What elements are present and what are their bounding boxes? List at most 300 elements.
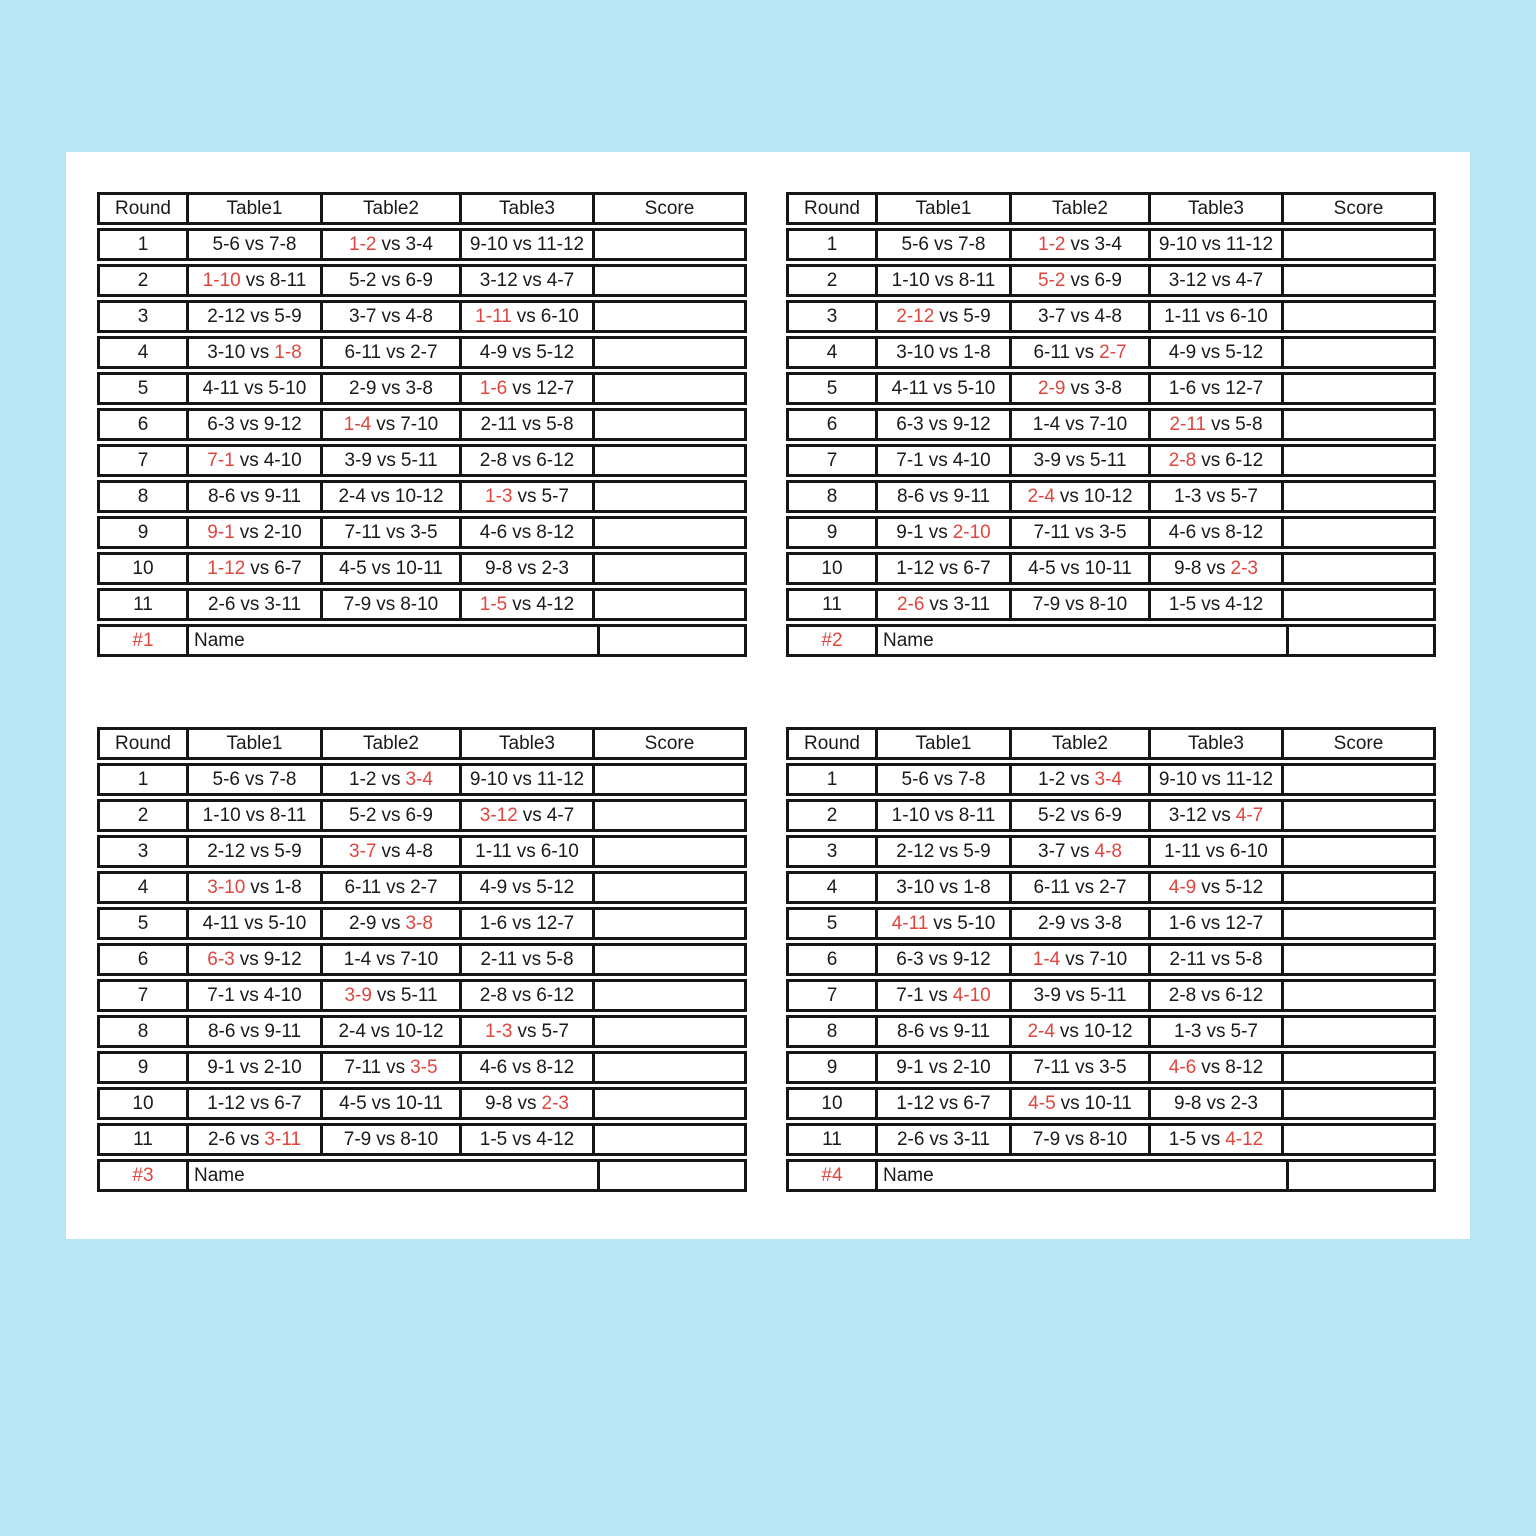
table3-match-cell [1151,1054,1284,1081]
table3-match-cell [1151,802,1284,829]
pair-a: 4-9 [1168,876,1197,898]
table1-match-cell [878,483,1012,510]
pair-a: 9-8 [485,1092,513,1114]
table1-match-cell [189,766,323,793]
pair-a: 4-5 [339,557,367,579]
vs-label: vs [1201,984,1221,1006]
pair-b: 6-7 [274,1092,302,1114]
pair-b: 11-12 [1225,768,1274,790]
pair-b: 8-10 [400,1128,439,1150]
round-row-6 [97,408,747,441]
pair-a: 2-6 [207,1128,236,1150]
vs-label: vs [381,233,401,255]
pair-b: 11-12 [536,233,585,255]
pair-b: 4-10 [263,449,302,471]
pair-b: 3-5 [410,521,438,543]
pair-b: 2-3 [541,557,569,579]
pair-a: 1-11 [475,840,512,862]
score-cell [595,982,744,1009]
score-cell [595,339,744,366]
pair-b: 4-10 [952,449,991,471]
round-number: 2 [789,267,878,294]
name-cell: Name [189,627,600,654]
pair-b: 9-12 [952,413,991,435]
round-row-7 [786,444,1436,477]
table3-match-cell [462,1054,595,1081]
vs-label: vs [1060,557,1080,579]
vs-label: vs [250,305,270,327]
vs-label: vs [1075,876,1095,898]
round-number: 5 [789,910,878,937]
pair-b: 8-12 [1225,1056,1264,1078]
table3-match-cell [462,874,595,901]
pair-a: 4-5 [339,1092,367,1114]
header-row [786,727,1436,760]
round-row-4 [97,336,747,369]
column-header-table2: Table2 [323,195,462,222]
table3-match-cell [1151,375,1284,402]
table1-match-cell [189,1126,323,1153]
pair-b: 10-12 [394,1020,444,1042]
pair-a: 3-9 [344,984,372,1006]
table3-match-cell [462,838,595,865]
round-row-9 [786,1051,1436,1084]
pair-a: 2-9 [1038,377,1066,399]
vs-label: vs [928,1056,948,1078]
pair-b: 6-7 [963,557,991,579]
vs-label: vs [381,768,401,790]
pair-b: 4-12 [1225,1128,1264,1150]
pair-a: 6-3 [896,413,924,435]
score-cell [1284,838,1433,865]
vs-label: vs [512,593,532,615]
card-number: #4 [789,1162,878,1189]
score-cell [1289,1162,1433,1189]
pair-b: 8-11 [958,804,996,826]
pair-a: 6-11 [1033,876,1071,898]
pair-b: 5-9 [963,305,991,327]
pair-b: 5-11 [1089,984,1127,1006]
column-header-table3: Table3 [1151,195,1284,222]
vs-label: vs [371,557,391,579]
round-number: 7 [100,447,189,474]
vs-label: vs [1211,413,1231,435]
pair-b: 12-7 [536,912,575,934]
pair-b: 3-8 [405,377,433,399]
table3-match-cell [1151,1090,1284,1117]
table2-match-cell [1012,375,1151,402]
table1-match-cell [189,1090,323,1117]
table2-match-cell [323,1126,462,1153]
table3-match-cell [1151,591,1284,618]
vs-label: vs [381,912,401,934]
table3-match-cell [1151,267,1284,294]
pair-a: 5-6 [901,233,929,255]
pair-a: 1-3 [1174,485,1202,507]
pair-b: 4-7 [546,804,575,826]
round-row-5 [97,907,747,940]
vs-label: vs [240,1128,260,1150]
table1-match-cell [189,802,323,829]
vs-label: vs [1206,1020,1226,1042]
round-number: 9 [100,519,189,546]
round-row-8 [97,480,747,513]
table2-match-cell [323,874,462,901]
pair-a: 8-6 [896,485,925,507]
column-header-table2: Table2 [1012,195,1151,222]
column-header-score: Score [644,197,695,219]
round-number: 10 [100,555,189,582]
pair-b: 6-12 [1225,984,1264,1006]
table1-match-cell [878,1054,1012,1081]
pair-b: 7-10 [400,413,439,435]
name-cell: Name [189,1162,600,1189]
table2-match-cell [323,838,462,865]
table2-match-cell [1012,982,1151,1009]
pair-a: 9-8 [1174,557,1202,579]
table3-match-cell [462,555,595,582]
round-number: 1 [100,231,189,258]
vs-label: vs [1075,521,1095,543]
pair-a: 1-6 [1168,377,1197,399]
table2-match-cell [1012,874,1151,901]
round-number: 5 [100,910,189,937]
pair-a: 2-4 [338,485,366,507]
vs-label: vs [933,377,953,399]
round-number: 8 [100,1018,189,1045]
column-header-round: Round [789,195,878,222]
pair-a: 7-11 [344,1056,382,1078]
pair-b: 6-10 [540,305,579,327]
pair-b: 2-3 [1230,557,1258,579]
round-number: 6 [100,411,189,438]
pair-b: 7-8 [958,768,986,790]
column-header-score: Score [1333,197,1384,219]
pair-a: 1-11 [1164,305,1201,327]
table1-match-cell [878,910,1012,937]
vs-label: vs [512,876,532,898]
vs-label: vs [512,984,532,1006]
pair-a: 1-4 [343,948,372,970]
pair-b: 8-12 [536,1056,575,1078]
pair-b: 3-4 [1094,233,1122,255]
vs-label: vs [250,876,270,898]
vs-label: vs [376,1128,396,1150]
table1-match-cell [878,411,1012,438]
table2-match-cell [1012,231,1151,258]
table1-match-cell [878,555,1012,582]
name-cell: Name [878,627,1289,654]
pair-a: 1-3 [485,1020,513,1042]
score-cell [1284,1054,1433,1081]
score-cell [1284,1090,1433,1117]
pair-a: 4-11 [891,912,929,934]
vs-label: vs [1201,912,1221,934]
score-cell [1284,591,1433,618]
round-row-2 [786,799,1436,832]
table1-match-cell [878,766,1012,793]
pair-a: 2-8 [1168,984,1197,1006]
score-cell [1284,555,1433,582]
pair-b: 3-4 [405,233,433,255]
pair-a: 1-5 [479,593,508,615]
vs-label: vs [240,485,260,507]
pair-b: 4-8 [1094,840,1122,862]
table1-match-cell [189,231,323,258]
pair-b: 7-8 [269,768,297,790]
pair-a: 9-10 [1158,233,1197,255]
vs-label: vs [1211,948,1231,970]
table1-match-cell [878,375,1012,402]
pair-b: 2-10 [952,1056,991,1078]
vs-label: vs [239,984,259,1006]
pair-b: 5-8 [1235,948,1263,970]
pair-b: 4-7 [546,269,575,291]
score-cell [600,627,744,654]
table3-match-cell [1151,910,1284,937]
pair-b: 8-12 [1225,521,1264,543]
pair-b: 5-7 [1230,1020,1258,1042]
vs-label: vs [376,593,396,615]
vs-label: vs [939,341,959,363]
vs-label: vs [245,233,264,255]
vs-label: vs [929,485,949,507]
round-number: 9 [789,519,878,546]
round-row-9 [786,516,1436,549]
table2-match-cell [323,910,462,937]
pair-a: 1-3 [1174,1020,1202,1042]
pair-b: 2-7 [410,876,438,898]
table1-match-cell [189,411,323,438]
score-cell [1284,946,1433,973]
pair-b: 8-11 [269,804,307,826]
vs-label: vs [928,521,948,543]
pair-a: 1-4 [343,413,372,435]
pair-b: 5-7 [541,1020,569,1042]
pair-a: 5-2 [1038,269,1066,291]
table2-match-cell [323,447,462,474]
round-row-3 [786,300,1436,333]
score-cell [1284,1126,1433,1153]
footer-row [97,624,747,657]
pair-a: 8-6 [896,1020,925,1042]
vs-label: vs [244,377,264,399]
pair-b: 2-7 [410,341,438,363]
pair-a: 5-2 [1038,804,1066,826]
score-cell [595,267,744,294]
vs-label: vs [512,768,532,790]
pair-a: 9-1 [207,521,235,543]
pair-b: 8-10 [400,593,439,615]
vs-label: vs [1075,1056,1095,1078]
vs-label: vs [1205,840,1225,862]
pair-b: 3-8 [1094,377,1122,399]
pair-b: 5-12 [536,341,575,363]
pair-a: 2-11 [480,948,518,970]
pair-a: 1-11 [475,305,512,327]
round-row-10 [97,1087,747,1120]
pair-a: 4-5 [1028,1092,1056,1114]
score-cell [1284,411,1433,438]
pair-a: 2-6 [896,1128,925,1150]
table3-match-cell [462,766,595,793]
pair-b: 4-7 [1235,804,1264,826]
pair-a: 4-11 [202,912,240,934]
pair-b: 9-11 [264,485,302,507]
pair-a: 3-10 [896,876,935,898]
pair-b: 10-11 [1084,557,1132,579]
table3-match-cell [462,339,595,366]
vs-label: vs [245,768,264,790]
pair-a: 7-9 [343,593,372,615]
pair-a: 3-12 [479,804,518,826]
pair-a: 6-3 [896,948,924,970]
round-row-6 [786,408,1436,441]
pair-a: 1-10 [891,269,930,291]
round-number: 4 [789,339,878,366]
vs-label: vs [522,948,542,970]
table2-match-cell [323,591,462,618]
pair-a: 2-9 [349,912,377,934]
vs-label: vs [1201,876,1221,898]
pair-a: 3-12 [1168,269,1207,291]
pair-b: 3-5 [1099,1056,1127,1078]
vs-label: vs [250,1092,270,1114]
round-row-1 [786,228,1436,261]
pair-b: 6-9 [1094,804,1122,826]
pair-b: 2-10 [952,521,991,543]
table2-match-cell [323,267,462,294]
round-number: 2 [100,802,189,829]
column-header-table3: Table3 [1151,730,1284,757]
pair-b: 7-8 [269,233,297,255]
table2-match-cell [1012,1090,1151,1117]
score-cell [1284,766,1433,793]
table2-match-cell [323,339,462,366]
pair-b: 3-11 [264,1128,302,1150]
vs-label: vs [512,377,532,399]
pair-a: 3-12 [479,269,518,291]
vs-label: vs [240,593,260,615]
vs-label: vs [381,377,401,399]
pair-b: 8-11 [269,269,307,291]
pair-b: 3-8 [405,912,433,934]
round-row-1 [786,763,1436,796]
pair-a: 9-8 [485,557,513,579]
table2-match-cell [1012,483,1151,510]
pair-a: 7-9 [1032,593,1061,615]
pair-b: 9-12 [952,948,991,970]
pair-b: 5-10 [957,912,996,934]
vs-label: vs [1065,948,1085,970]
scorecard-1 [97,192,747,660]
table3-match-cell [462,267,595,294]
pair-a: 6-11 [344,341,382,363]
vs-label: vs [512,449,532,471]
vs-label: vs [939,876,959,898]
column-header-table2: Table2 [1012,730,1151,757]
table3-match-cell [462,375,595,402]
score-cell [595,802,744,829]
table1-match-cell [189,1054,323,1081]
table1-match-cell [878,874,1012,901]
pair-b: 3-4 [1094,768,1122,790]
pair-a: 2-12 [207,305,246,327]
score-cell [1284,303,1433,330]
table1-match-cell [878,591,1012,618]
vs-label: vs [386,341,406,363]
pair-b: 5-7 [541,485,569,507]
score-cell [600,1162,744,1189]
table3-match-cell [462,910,595,937]
pair-a: 7-1 [207,449,235,471]
score-cell [1284,231,1433,258]
pair-a: 2-6 [896,593,925,615]
round-row-2 [97,799,747,832]
vs-label: vs [934,233,953,255]
pair-a: 1-11 [1164,840,1201,862]
pair-b: 5-10 [268,377,307,399]
pair-b: 6-9 [1094,269,1122,291]
vs-label: vs [1065,593,1085,615]
pair-a: 3-10 [896,341,935,363]
vs-label: vs [933,912,953,934]
score-cell [595,303,744,330]
score-cell [595,910,744,937]
table2-match-cell [1012,555,1151,582]
round-row-4 [97,871,747,904]
vs-label: vs [386,876,406,898]
vs-label: vs [1211,804,1231,826]
score-cell [1284,802,1433,829]
pair-a: 7-9 [1032,1128,1061,1150]
score-cell [1289,627,1433,654]
column-header-table3: Table3 [462,195,595,222]
table2-match-cell [323,411,462,438]
pair-b: 8-10 [1089,1128,1128,1150]
pair-a: 9-1 [207,1056,235,1078]
vs-label: vs [1211,269,1231,291]
table2-match-cell [323,1090,462,1117]
vs-label: vs [239,1056,259,1078]
round-number: 11 [789,1126,878,1153]
table1-match-cell [189,910,323,937]
round-number: 10 [789,1090,878,1117]
pair-a: 1-10 [202,804,241,826]
score-cell [1284,982,1433,1009]
pair-a: 5-2 [349,804,377,826]
round-number: 10 [789,555,878,582]
column-header-table2: Table2 [323,730,462,757]
table3-match-cell [1151,874,1284,901]
vs-label: vs [1206,557,1226,579]
pair-b: 12-7 [1225,377,1264,399]
pair-b: 6-12 [536,449,575,471]
pair-b: 5-9 [274,305,302,327]
round-number: 7 [789,982,878,1009]
pair-b: 4-10 [263,984,302,1006]
table1-match-cell [189,339,323,366]
pair-b: 5-12 [536,876,575,898]
table2-match-cell [1012,411,1151,438]
table1-match-cell [189,838,323,865]
table3-match-cell [1151,946,1284,973]
card-number: #2 [789,627,878,654]
pair-a: 1-4 [1032,413,1061,435]
table3-match-cell [1151,1018,1284,1045]
vs-label: vs [1201,521,1221,543]
vs-label: vs [1070,840,1090,862]
